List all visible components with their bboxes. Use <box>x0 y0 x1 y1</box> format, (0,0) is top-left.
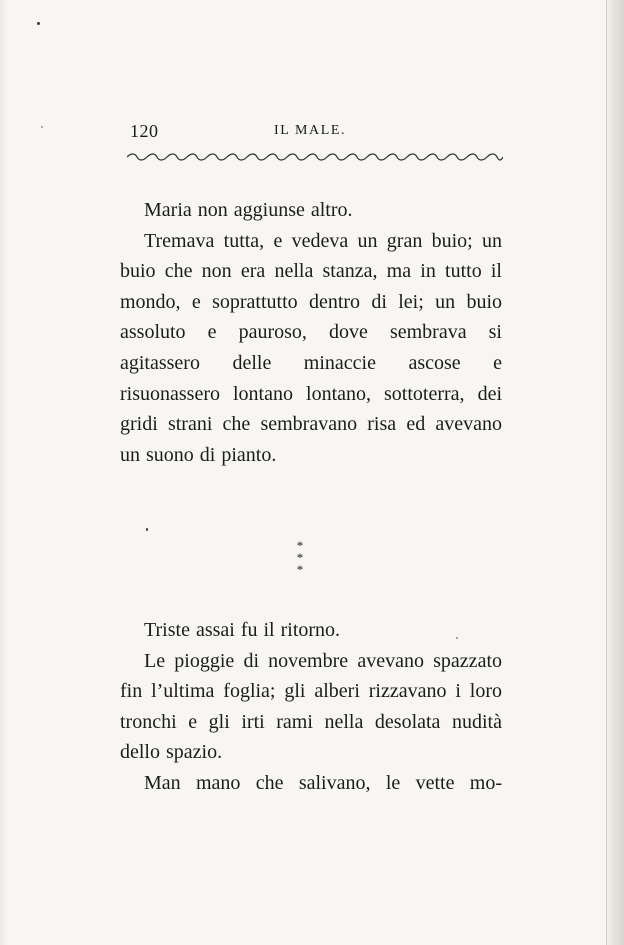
asterism-top: * <box>296 538 304 553</box>
page-left-shadow <box>0 0 8 945</box>
paper-speck <box>146 528 148 531</box>
text-section-2 <box>120 615 502 799</box>
paragraph: Man mano che salivano, le vette mo- <box>144 771 502 794</box>
running-title: IL MALE. <box>274 123 347 138</box>
paper-speck <box>456 637 458 639</box>
page-number: 120 <box>130 121 159 141</box>
paper-speck <box>41 126 43 128</box>
asterism-bottom: * * <box>296 550 310 577</box>
paragraph: Maria non aggiunse altro. <box>144 199 353 221</box>
paragraph: Triste assai fu il ritorno. <box>144 619 341 641</box>
section-break-asterism <box>285 538 315 577</box>
running-head <box>130 121 502 143</box>
paragraph: Tremava tutta, e vedeva un gran buio; un buio che non era nella stanza, ma in tutto il mondo, e soprattutto dentro di lei; un buio assoluto e pauroso, dove sembrava si agitassero delle minaccie ascose e risuonassero lontano lontano, sottoterra, dei gridi strani che sembravano risa ed avevano un suono di pianto. <box>120 229 502 466</box>
text-section-1 <box>120 195 502 470</box>
page-right-edge <box>606 0 624 945</box>
paragraph: Le pioggie di novembre avevano spazzato fin l’ultima foglia; gli alberi rizzavano i loro tronchi e gli irti rami nella desolata nudità dello spazio. <box>120 649 502 764</box>
paper-speck <box>37 22 40 25</box>
decorative-rule-ornament <box>127 152 503 162</box>
